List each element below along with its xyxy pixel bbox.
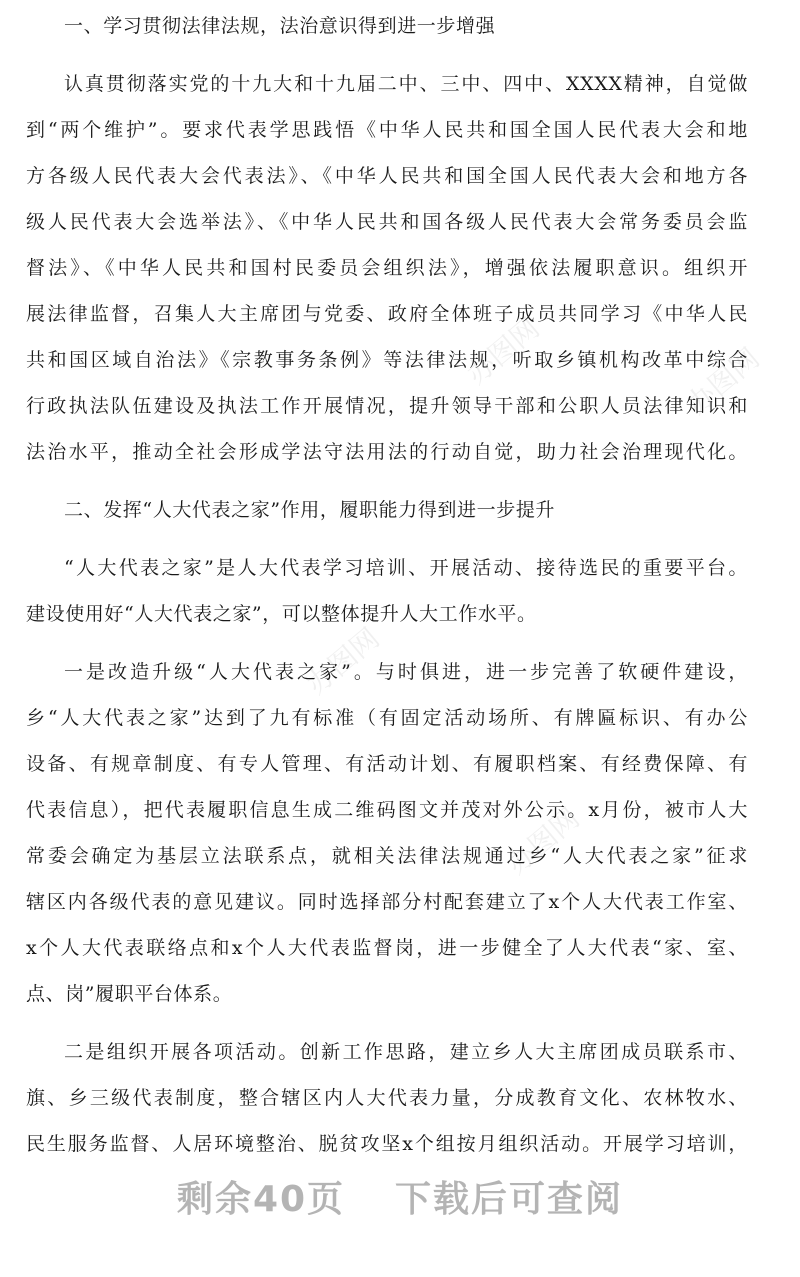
- paragraph-line: “人大代表之家”是人大代表学习培训、开展活动、接待选民的重要平台。: [64, 557, 748, 579]
- paragraph-line: 旗、乡三级代表制度，整合辖区内人大代表力量，分成教育文化、农林牧水、: [26, 1087, 748, 1109]
- paragraph-line: 代表信息），把代表履职信息生成二维码图文并茂对外公示。x月份，被市人大: [26, 799, 748, 821]
- paragraph-line: 级人民代表大会选举法》、《中华人民共和国各级人民代表大会常务委员会监: [26, 211, 748, 233]
- paragraph-line: 督法》、《中华人民共和国村民委员会组织法》，增强依法履职意识。组织开: [26, 257, 748, 279]
- paragraph-line: 设备、有规章制度、有专人管理、有活动计划、有履职档案、有经费保障、有: [26, 753, 748, 775]
- watermark: 办图网: [300, 621, 386, 701]
- remaining-pages-label: 剩余40页: [176, 1179, 346, 1220]
- paragraph-line: 建设使用好“人大代表之家”，可以整体提升人大工作水平。: [26, 603, 537, 625]
- paragraph-line: 二是组织开展各项活动。创新工作思路，建立乡人大主席团成员联系市、: [64, 1041, 748, 1063]
- watermark: 办图网: [500, 801, 586, 881]
- paragraph-line: 一是改造升级“人大代表之家”。与时俱进，进一步完善了软硬件建设，: [64, 661, 748, 683]
- paragraph-line: x个人大代表联络点和x个人大代表监督岗，进一步健全了人大代表“家、室、: [26, 937, 748, 959]
- section-heading-1: 一、学习贯彻法律法规，法治意识得到进一步增强: [64, 15, 496, 37]
- remaining-pages-footer[interactable]: [0, 1175, 800, 1225]
- paragraph-line: 共和国区域自治法》《宗教事务条例》等法律法规，听取乡镇机构改革中综合: [26, 349, 748, 371]
- paragraph-line: 乡“人大代表之家”达到了九有标准（有固定活动场所、有牌匾标识、有办公: [26, 707, 748, 729]
- paragraph-line: 展法律监督，召集人大主席团与党委、政府全体班子成员共同学习《中华人民: [26, 303, 748, 325]
- download-to-view-label[interactable]: 下载后可查阅: [395, 1179, 624, 1220]
- section-heading-2: 二、发挥“人大代表之家”作用，履职能力得到进一步提升: [64, 499, 556, 521]
- paragraph-line: 认真贯彻落实党的十九大和十九届二中、三中、四中、XXXX精神，自觉做: [64, 73, 748, 95]
- paragraph-line: 法治水平，推动全社会形成学法守法用法的行动自觉，助力社会治理现代化。: [26, 441, 748, 463]
- paragraph-line: 辖区内各级代表的意见建议。同时选择部分村配套建立了x个人大代表工作室、: [26, 891, 748, 913]
- paragraph-line: 民生服务监督、人居环境整治、脱贫攻坚x个组按月组织活动。开展学习培训，: [26, 1133, 748, 1155]
- watermark: 办图网: [460, 311, 546, 391]
- paragraph-line: 行政执法队伍建设及执法工作开展情况，提升领导干部和公职人员法律知识和: [26, 395, 748, 417]
- paragraph-line: 常委会确定为基层立法联系点，就相关法律法规通过乡“人大代表之家”征求: [26, 845, 748, 867]
- watermark: 办图网: [680, 341, 766, 421]
- paragraph-line: 点、岗”履职平台体系。: [26, 983, 233, 1005]
- paragraph-line: 到“两个维护”。要求代表学思践悟《中华人民共和国全国人民代表大会和地: [26, 119, 748, 141]
- paragraph-line: 方各级人民代表大会代表法》、《中华人民共和国全国人民代表大会和地方各: [26, 165, 748, 187]
